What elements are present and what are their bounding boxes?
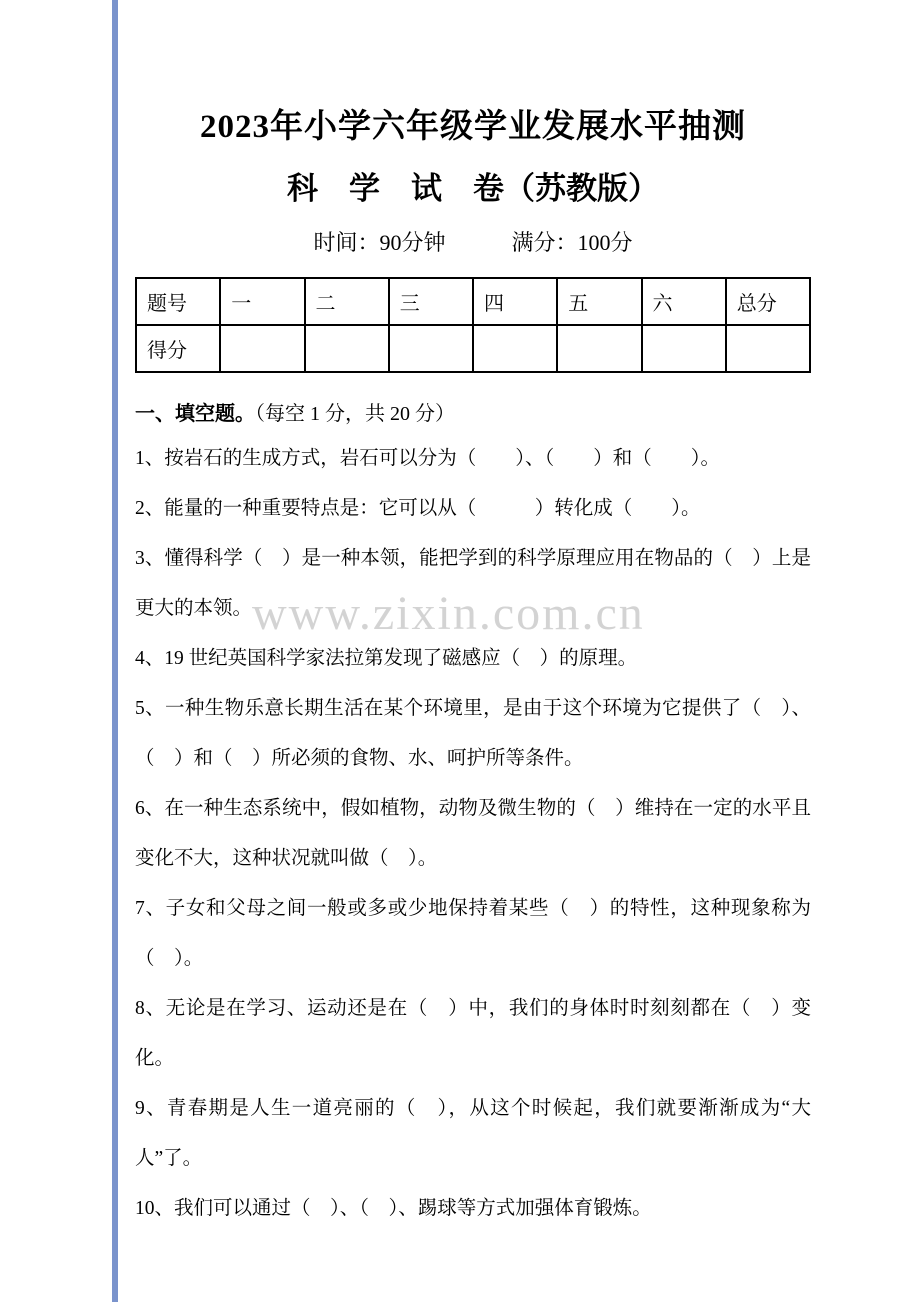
score-table-header-cell: 题号 bbox=[136, 278, 220, 325]
score-cell-empty bbox=[557, 325, 641, 372]
section-heading bbox=[135, 397, 811, 426]
score-cell-empty bbox=[726, 325, 810, 372]
exam-full-score: 满分：100分 bbox=[511, 230, 633, 255]
exam-title: 2023年小学六年级学业发展水平抽测 bbox=[200, 109, 746, 145]
score-table-score-row bbox=[136, 325, 810, 372]
question-5: 5、一种生物乐意长期生活在某个环境里，是由于这个环境为它提供了（ ）、（ ）和（ ）所必须的食物、水、呵护所等条件。 bbox=[135, 698, 811, 769]
score-cell-empty bbox=[220, 325, 304, 372]
exam-content bbox=[135, 0, 811, 1234]
question-6: 6、在一种生态系统中，假如植物，动物及微生物的（ ）维持在一定的水平且变化不大，这种状况就叫做（ ）。 bbox=[135, 798, 811, 869]
question-10: 10、我们可以通过（ ）、（ ）、踢球等方式加强体育锻炼。 bbox=[135, 1198, 652, 1219]
score-table bbox=[135, 277, 811, 373]
question-7: 7、子女和父母之间一般或多或少地保持着某些（ ）的特性，这种现象称为（ ）。 bbox=[135, 898, 811, 969]
score-table-header-row bbox=[136, 278, 810, 325]
exam-time: 时间：90分钟 bbox=[313, 230, 446, 255]
question-list bbox=[135, 434, 811, 1234]
question-2: 2、能量的一种重要特点是：它可以从（ ）转化成（ ）。 bbox=[135, 498, 701, 519]
exam-subtitle: 科 学 试 卷（苏教版） bbox=[287, 171, 659, 206]
score-table-header-cell: 五 bbox=[557, 278, 641, 325]
score-cell-empty bbox=[642, 325, 726, 372]
section-title: 一、填空题。 bbox=[135, 403, 255, 425]
page-edge-line bbox=[112, 0, 118, 1302]
watermark-text: www.zixin.com.cn bbox=[252, 587, 645, 640]
exam-meta bbox=[135, 226, 811, 257]
question-8: 8、无论是在学习、运动还是在（ ）中，我们的身体时时刻刻都在（ ）变化。 bbox=[135, 998, 811, 1069]
score-table-header-cell: 四 bbox=[473, 278, 557, 325]
score-table-header-cell: 三 bbox=[389, 278, 473, 325]
score-table-header-cell: 六 bbox=[642, 278, 726, 325]
section-note: （每空 1 分，共 20 分） bbox=[255, 403, 455, 425]
question-9: 9、青春期是人生一道亮丽的（ ），从这个时候起，我们就要渐渐成为“大人”了。 bbox=[135, 1098, 811, 1169]
score-table-header-cell: 一 bbox=[220, 278, 304, 325]
question-1: 1、按岩石的生成方式，岩石可以分为（ ）、（ ）和（ ）。 bbox=[135, 448, 721, 469]
score-cell-empty bbox=[305, 325, 389, 372]
question-3: 3、懂得科学（ ）是一种本领，能把学到的科学原理应用在物品的（ ）上是更大的本领。 bbox=[135, 548, 811, 619]
score-cell-empty bbox=[389, 325, 473, 372]
score-table-header-cell: 总分 bbox=[726, 278, 810, 325]
score-cell-empty bbox=[473, 325, 557, 372]
question-4: 4、19 世纪英国科学家法拉第发现了磁感应（ ）的原理。 bbox=[135, 648, 638, 669]
score-table-header-cell: 二 bbox=[305, 278, 389, 325]
score-row-label: 得分 bbox=[136, 325, 220, 372]
